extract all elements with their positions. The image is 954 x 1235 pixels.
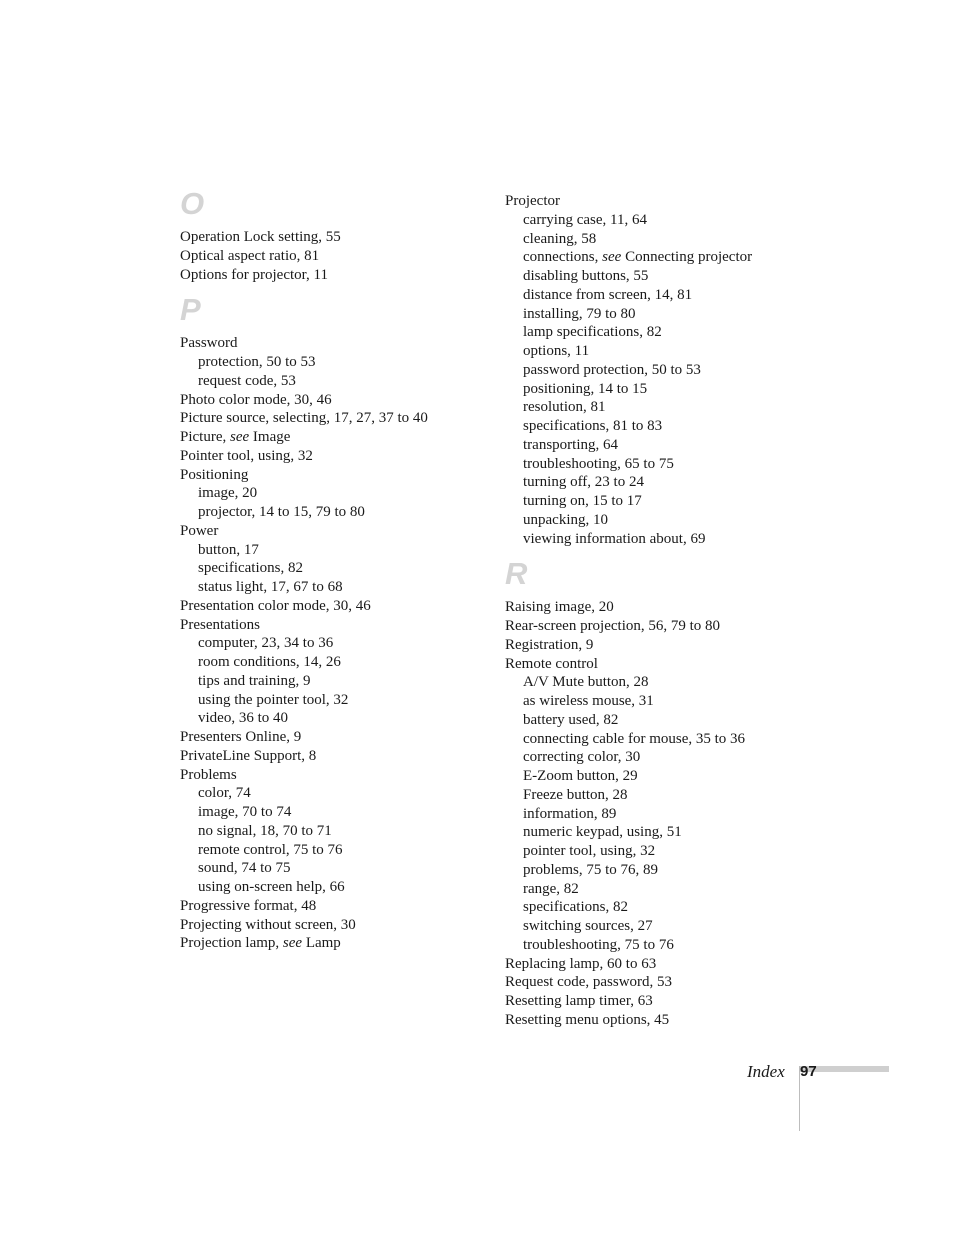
- entry-text: viewing information about, 69: [523, 530, 706, 547]
- index-subentry: [505, 230, 885, 249]
- entry-text: as wireless mouse, 31: [523, 693, 654, 709]
- entry-text: request code, 53: [198, 372, 296, 389]
- index-subentry: [505, 748, 885, 767]
- index-entry: [180, 428, 500, 447]
- entry-text: troubleshooting, 75 to 76: [523, 936, 674, 953]
- entry-text: computer, 23, 34 to 36: [198, 635, 334, 652]
- index-subentry: [505, 917, 885, 936]
- index-subentry: [180, 859, 500, 878]
- index-entry: [180, 728, 500, 747]
- index-subentry: [505, 936, 885, 955]
- entry-text: pointer tool, using, 32: [523, 843, 656, 859]
- index-entry: [180, 266, 500, 285]
- entry-text: resolution, 81: [523, 399, 606, 416]
- index-entry: [505, 617, 885, 636]
- index-subentry: [505, 436, 885, 455]
- index-subentry: [180, 841, 500, 860]
- index-entry: [505, 955, 885, 974]
- entry-text: turning off, 23 to 24: [523, 474, 644, 491]
- see-target: Image: [249, 429, 291, 445]
- index-entry: [180, 247, 500, 266]
- entry-text: correcting color, 30: [523, 749, 641, 766]
- entry-text: no signal, 18, 70 to 71: [198, 822, 332, 839]
- entry-text: Raising image, 20: [505, 599, 614, 616]
- index-subentry: [505, 511, 885, 530]
- index-subentry: [505, 823, 885, 842]
- see-reference: see: [602, 249, 622, 266]
- index-subentry: [180, 691, 500, 710]
- index-subentry: [505, 342, 885, 361]
- see-reference: see: [282, 935, 303, 952]
- entry-text: using on-screen help, 66: [198, 879, 345, 895]
- entry-text: installing, 79 to 80: [523, 305, 636, 322]
- entry-text: Resetting lamp timer, 63: [505, 993, 653, 1009]
- entry-text: unpacking, 10: [523, 511, 608, 528]
- index-entry: [180, 934, 500, 953]
- entry-text: troubleshooting, 65 to 75: [523, 455, 674, 472]
- entry-text: remote control, 75 to 76: [198, 841, 343, 858]
- index-subentry: [180, 803, 500, 822]
- entry-text: Rear-screen projection, 56, 79 to 80: [505, 618, 721, 634]
- entry-text: Replacing lamp, 60 to 63: [505, 955, 657, 972]
- entry-text: Password: [180, 335, 238, 352]
- entry-text: Freeze button, 28: [523, 786, 628, 803]
- index-subentry: [505, 767, 885, 786]
- entry-text: Registration, 9: [505, 636, 594, 653]
- index-subentry: [180, 784, 500, 803]
- entry-text: disabling buttons, 55: [523, 268, 649, 284]
- index-subentry: [505, 898, 885, 917]
- index-subentry: [505, 380, 885, 399]
- entry-text: transporting, 64: [523, 436, 618, 453]
- index-subentry: [505, 730, 885, 749]
- index-subentry: [180, 503, 500, 522]
- index-subentry: [505, 361, 885, 380]
- entry-text: protection, 50 to 53: [198, 354, 316, 370]
- entry-text: PrivateLine Support, 8: [180, 747, 317, 764]
- index-entry: [180, 334, 500, 353]
- entry-text: distance from screen, 14, 81: [523, 286, 693, 303]
- entry-text: Presentation color mode, 30, 46: [180, 597, 371, 614]
- index-entry: [505, 598, 885, 617]
- index-subentry: [505, 267, 885, 286]
- section-letter: O: [180, 186, 205, 221]
- index-entry: [180, 916, 500, 935]
- entry-text: tips and training, 9: [198, 672, 311, 689]
- index-entry: [505, 636, 885, 655]
- index-subentry: [505, 211, 885, 230]
- entry-text: Options for projector, 11: [180, 266, 328, 283]
- see-target: Connecting projector: [621, 249, 753, 266]
- index-subentry: [180, 559, 500, 578]
- index-section: [505, 556, 885, 1029]
- entry-text: Presentations: [180, 616, 260, 633]
- entry-text: Power: [180, 522, 219, 539]
- index-subentry: [180, 672, 500, 691]
- entry-text: E-Zoom button, 29: [523, 768, 638, 784]
- index-subentry: [505, 805, 885, 824]
- index-entry: [180, 897, 500, 916]
- entry-text: turning on, 15 to 17: [523, 493, 642, 509]
- index-subentry: [505, 692, 885, 711]
- index-entry: [180, 391, 500, 410]
- index-subentry: [180, 634, 500, 653]
- index-entry: [180, 766, 500, 785]
- index-subentry: [180, 578, 500, 597]
- index-subentry: [505, 530, 885, 549]
- index-entry: [180, 447, 500, 466]
- index-subentry: [505, 417, 885, 436]
- entry-text: range, 82: [523, 880, 579, 897]
- entry-text: Remote control: [505, 655, 598, 672]
- index-subentry: [505, 842, 885, 861]
- index-subentry: [505, 880, 885, 899]
- index-section: [180, 186, 500, 284]
- index-entry: [180, 522, 500, 541]
- index-subentry: [505, 323, 885, 342]
- index-subentry: [180, 878, 500, 897]
- entry-text: using the pointer tool, 32: [198, 691, 349, 708]
- entry-text: battery used, 82: [523, 711, 619, 728]
- index-entry: [180, 228, 500, 247]
- index-entry: [180, 616, 500, 635]
- entry-text: status light, 17, 67 to 68: [198, 579, 343, 595]
- entry-text: image, 20: [198, 485, 258, 502]
- index-entry: [180, 466, 500, 485]
- entry-text: Projector: [505, 193, 560, 209]
- index-entry: [505, 192, 885, 211]
- index-column-left: [180, 186, 500, 953]
- entry-text: image, 70 to 74: [198, 804, 292, 820]
- entry-text: A/V Mute button, 28: [523, 674, 649, 691]
- index-subentry: [180, 372, 500, 391]
- index-subentry: [505, 473, 885, 492]
- entry-text: specifications, 82: [198, 560, 303, 577]
- index-entry: [505, 973, 885, 992]
- entry-text: Optical aspect ratio, 81: [180, 247, 320, 264]
- index-subentry: [505, 398, 885, 417]
- index-subentry: [505, 711, 885, 730]
- index-entry: [180, 747, 500, 766]
- index-subentry: [505, 492, 885, 511]
- index-subentry: [505, 673, 885, 692]
- entry-text: video, 36 to 40: [198, 710, 288, 727]
- index-subentry: [180, 653, 500, 672]
- index-subentry: [180, 822, 500, 841]
- entry-text: specifications, 81 to 83: [523, 418, 663, 434]
- entry-text: projector, 14 to 15, 79 to 80: [198, 504, 365, 520]
- entry-text: Progressive format, 48: [180, 897, 317, 914]
- entry-text: room conditions, 14, 26: [198, 654, 341, 670]
- entry-text: carrying case, 11, 64: [523, 211, 647, 228]
- entry-text: Positioning: [180, 466, 249, 483]
- entry-text: color, 74: [198, 785, 251, 802]
- entry-text: sound, 74 to 75: [198, 860, 291, 877]
- entry-text: button, 17: [198, 541, 259, 558]
- entry-text: Problems: [180, 766, 237, 783]
- entry-text: problems, 75 to 76, 89: [523, 861, 658, 878]
- index-entry: [180, 409, 500, 428]
- see-target: Lamp: [302, 935, 341, 952]
- entry-text: specifications, 82: [523, 899, 628, 916]
- index-column-right: [505, 192, 885, 1030]
- index-subentry: [180, 709, 500, 728]
- entry-text: Photo color mode, 30, 46: [180, 391, 332, 408]
- index-subentry: [505, 286, 885, 305]
- page-number: 97: [800, 1063, 817, 1080]
- entry-text: options, 11: [523, 343, 590, 359]
- index-entry: [180, 597, 500, 616]
- entry-text: lamp specifications, 82: [523, 324, 662, 341]
- index-entry: [505, 655, 885, 674]
- index-subentry: [180, 541, 500, 560]
- entry-text: cleaning, 58: [523, 230, 597, 247]
- index-entry: [505, 1011, 885, 1030]
- entry-text: switching sources, 27: [523, 918, 653, 934]
- entry-text: password protection, 50 to 53: [523, 361, 701, 378]
- index-subentry: [180, 484, 500, 503]
- entry-text: Picture source, selecting, 17, 27, 37 to 40: [180, 410, 428, 427]
- index-subentry: [505, 248, 885, 267]
- entry-text: connecting cable for mouse, 35 to 36: [523, 730, 746, 747]
- entry-text: Pointer tool, using, 32: [180, 447, 313, 464]
- section-letter: R: [505, 556, 528, 592]
- index-subentry: [505, 861, 885, 880]
- entry-text: Projecting without screen, 30: [180, 916, 356, 933]
- index-section: [180, 292, 500, 953]
- entry-text: Projection lamp,: [180, 935, 283, 952]
- entry-text: Presenters Online, 9: [180, 729, 302, 745]
- entry-text: connections,: [523, 249, 603, 266]
- see-reference: see: [230, 429, 250, 445]
- entry-text: numeric keypad, using, 51: [523, 824, 682, 841]
- entry-text: Request code, password, 53: [505, 974, 673, 991]
- index-entry: [505, 992, 885, 1011]
- footer-section-label: Index: [747, 1062, 785, 1081]
- index-subentry: [505, 786, 885, 805]
- index-section: [505, 192, 885, 548]
- entry-text: positioning, 14 to 15: [523, 380, 648, 397]
- entry-text: Operation Lock setting, 55: [180, 229, 341, 245]
- entry-text: information, 89: [523, 805, 617, 822]
- section-letter: P: [180, 292, 201, 328]
- index-subentry: [180, 353, 500, 372]
- index-subentry: [505, 455, 885, 474]
- index-subentry: [505, 305, 885, 324]
- entry-text: Picture,: [180, 429, 230, 445]
- entry-text: Resetting menu options, 45: [505, 1011, 670, 1028]
